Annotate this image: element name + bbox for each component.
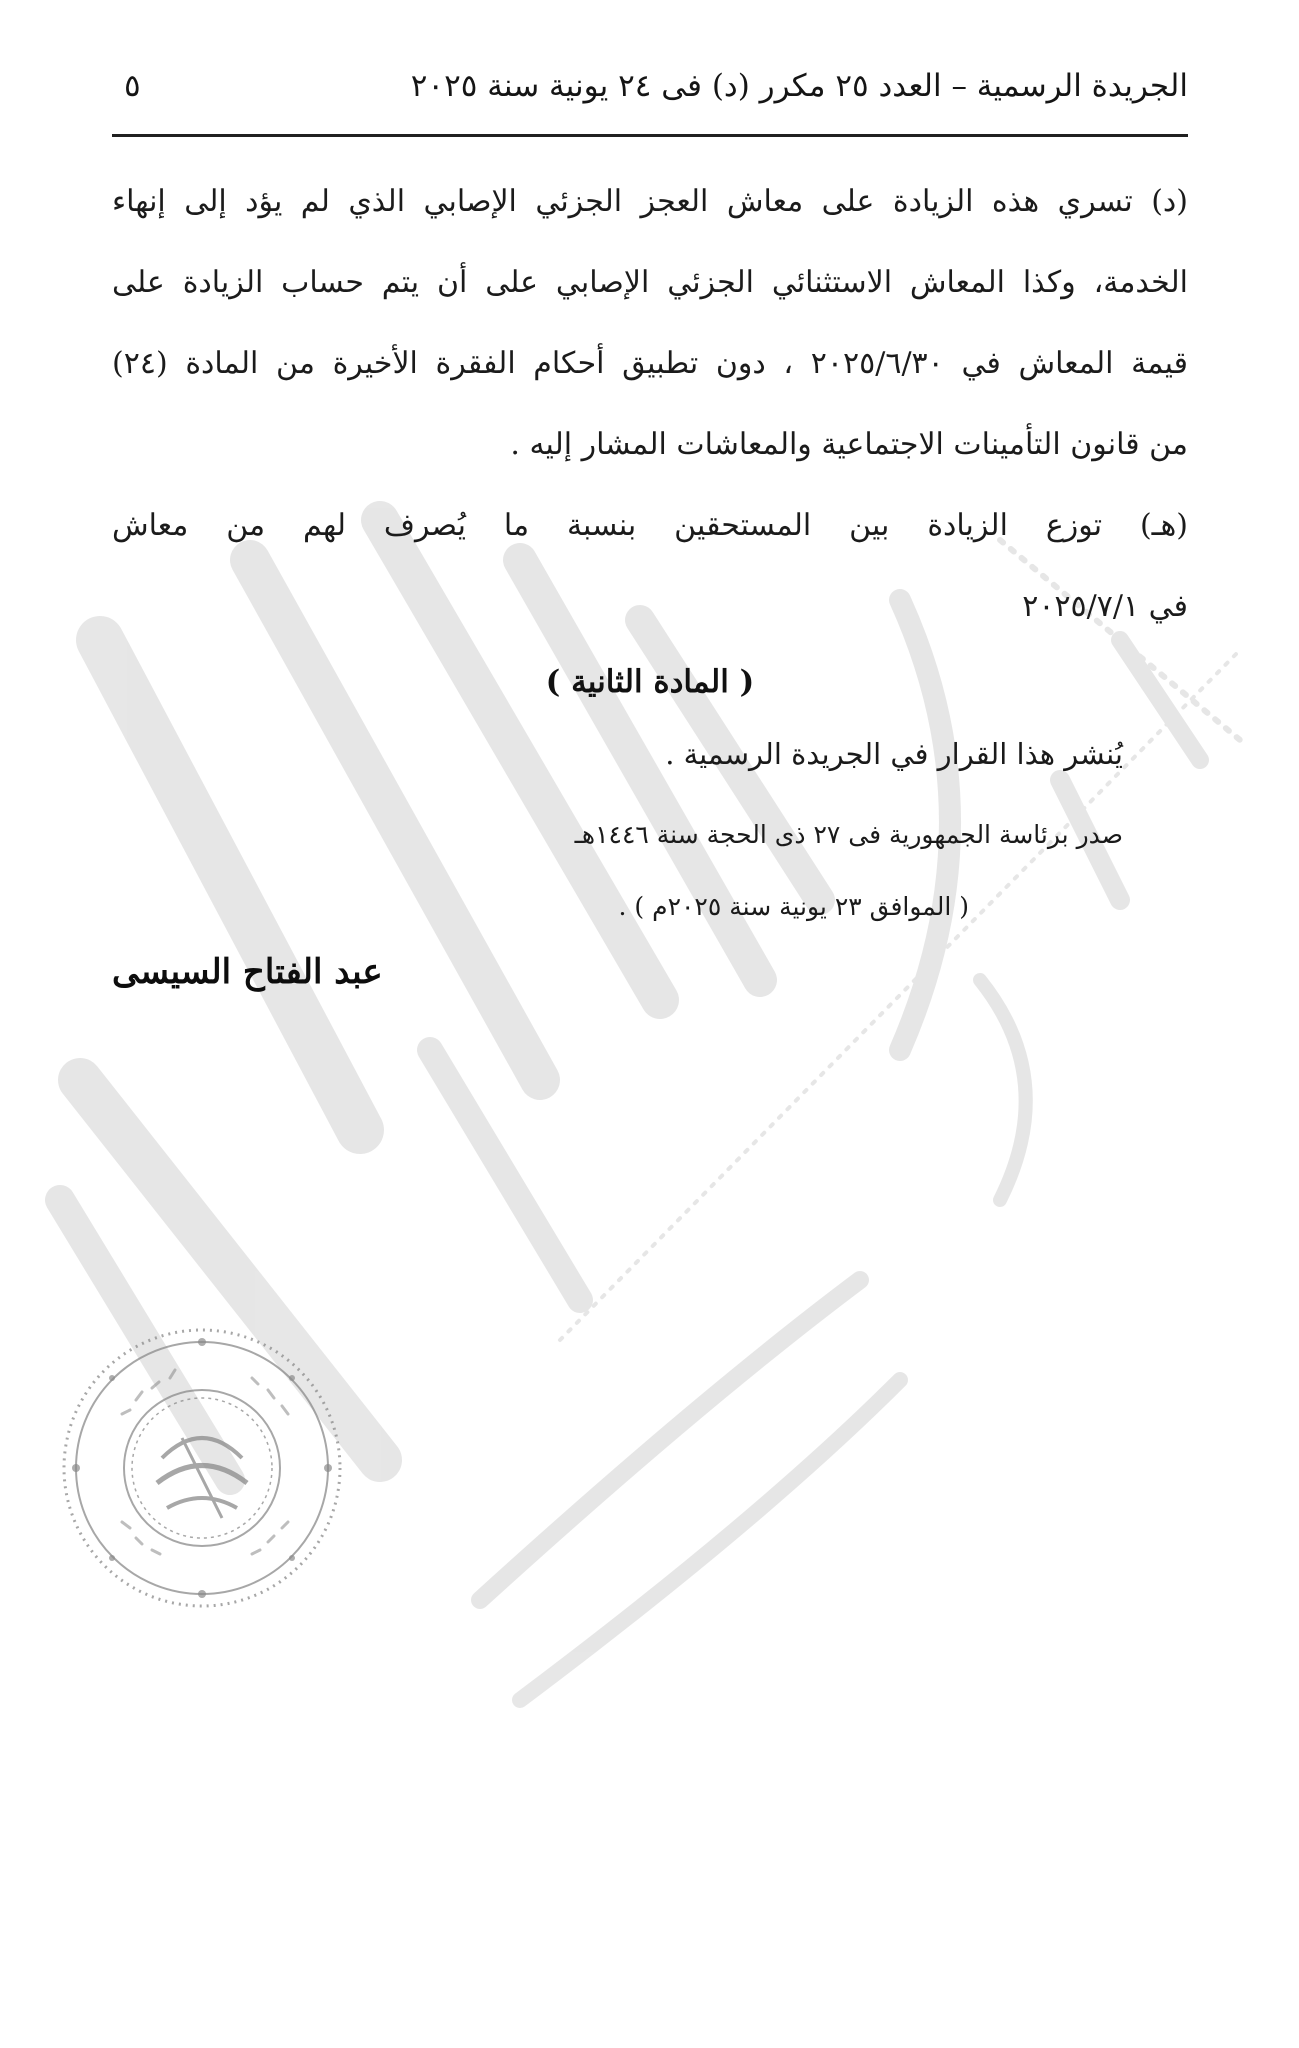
article-heading: ( المادة الثانية ) bbox=[545, 664, 755, 700]
issued-date-line: صدر برئاسة الجمهورية فى ٢٧ ذى الحجة سنة ١٤٤٦هـ bbox=[574, 820, 1123, 849]
body-line: من قانون التأمينات الاجتماعية والمعاشات المشار إليه . bbox=[510, 427, 1188, 462]
publish-clause: يُنشر هذا القرار في الجريدة الرسمية . bbox=[665, 737, 1123, 771]
gazette-header-title: الجريدة الرسمية – العدد ٢٥ مكرر (د) فى ٢٤ يونية سنة ٢٠٢٥ bbox=[410, 68, 1188, 104]
official-seal-icon bbox=[52, 1318, 352, 1618]
body-line: قيمة المعاش في ٢٠٢٥/٦/٣٠ ، دون تطبيق أحكام الفقرة الأخيرة من المادة (٢٤) bbox=[112, 346, 1188, 381]
body-line: في ٢٠٢٥/٧/١ bbox=[1022, 589, 1188, 624]
signature-name: عبد الفتاح السيسى bbox=[112, 952, 383, 992]
body-line: (هـ) توزع الزيادة بين المستحقين بنسبة ما يُصرف لهم من معاش bbox=[112, 508, 1188, 543]
gregorian-date-line: ( الموافق ٢٣ يونية سنة ٢٠٢٥م ) . bbox=[618, 892, 969, 921]
page-number: ٥ bbox=[124, 68, 141, 104]
body-line: (د) تسري هذه الزيادة على معاش العجز الجزئي الإصابي الذي لم يؤد إلى إنهاء bbox=[112, 184, 1188, 219]
page-header bbox=[112, 62, 1188, 122]
header-divider bbox=[112, 134, 1188, 137]
decree-body bbox=[112, 178, 1188, 664]
body-line: الخدمة، وكذا المعاش الاستثنائي الجزئي الإصابي على أن يتم حساب الزيادة على bbox=[112, 265, 1188, 300]
